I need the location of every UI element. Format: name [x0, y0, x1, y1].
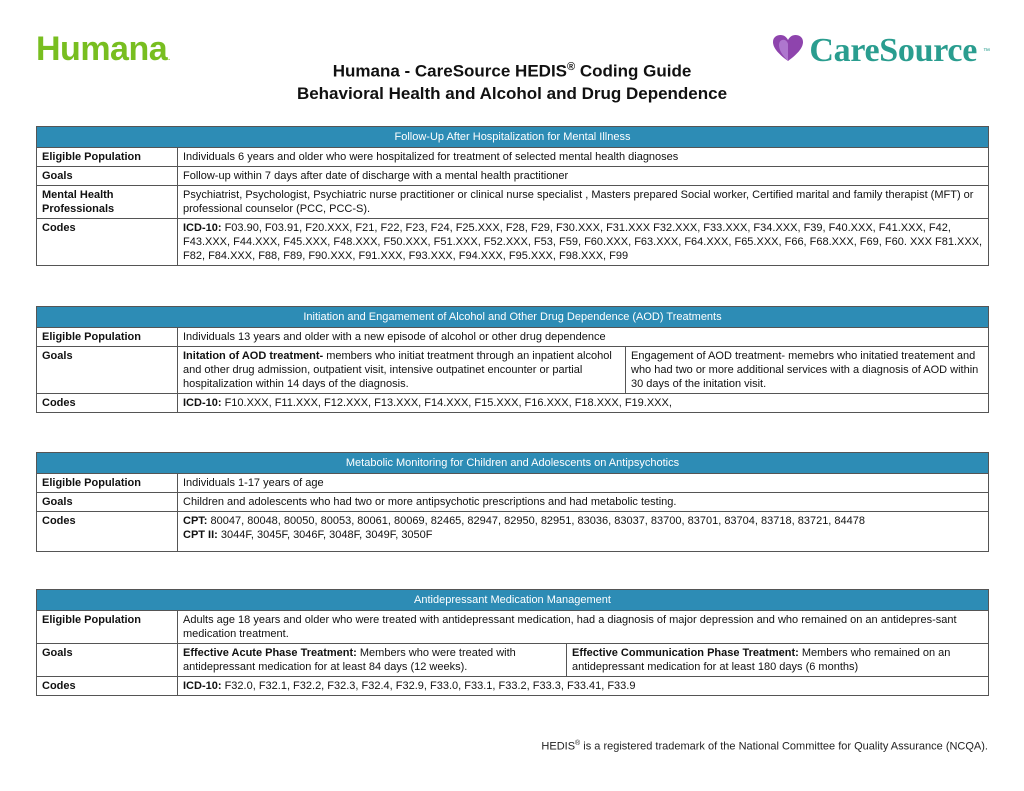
goal-continuation-title: Effective Communication Phase Treatment:	[572, 647, 799, 659]
eligible-population-label: Eligible Population	[37, 474, 178, 493]
table-row	[37, 167, 989, 186]
footer-text: is a registered trademark of the National Committee for Quality Assurance (NCQA).	[580, 740, 988, 753]
goals-label: Goals	[37, 644, 178, 677]
title-line	[0, 56, 1024, 83]
codes-value	[178, 677, 989, 696]
codes-list: F03.90, F03.91, F20.XXX, F21, F22, F23, F24, F25.XXX, F28, F29, F30.XXX, F31.XXX F32.XXX, F33.XXX, F34.XXX, F39, F40.XXX, F41.XXX, F42, F43.XXX, F44.XXX, F45.XXX, F48.XXX, F50.XXX, F51.XXX, F52.XXX, F53, F59, F60.XXX, F63.XXX, F64.XXX, F65.XXX, F66, F68.XXX, F69, F60. XXX F81.XXX, F82, F84.XXX, F88, F89, F90.XXX, F91.XXX, F93.XXX, F94.XXX, F95.XXX, F98.XXX, F99	[183, 222, 983, 262]
goals-label: Goals	[37, 167, 178, 186]
goal-initiation	[178, 347, 626, 394]
table-row	[37, 611, 989, 644]
footer-registered-mark: ®	[575, 740, 581, 747]
page-title	[0, 56, 1024, 105]
cpt2-list: 3044F, 3045F, 3046F, 3048F, 3049F, 3050F	[217, 529, 433, 541]
table-row	[37, 186, 989, 219]
fuh-table-title: Follow-Up After Hospitalization for Mental Illness	[37, 127, 989, 148]
codes-label: Codes	[37, 219, 178, 266]
codes-value	[178, 394, 989, 413]
codes-value	[178, 512, 989, 552]
table-row	[37, 347, 989, 394]
codes-value	[178, 219, 989, 266]
codes-list: F10.XXX, F11.XXX, F12.XXX, F13.XXX, F14.XXX, F15.XXX, F16.XXX, F18.XXX, F19.XXX,	[221, 397, 672, 409]
footer-hedis: HEDIS	[541, 740, 576, 753]
table-row	[37, 394, 989, 413]
table-row	[37, 328, 989, 347]
goal-acute-text: Members who were treated with antidepressant medication for at least 84 days (12 weeks).	[183, 647, 516, 673]
eligible-population-value: Individuals 1-17 years of age	[178, 474, 989, 493]
goal-acute	[178, 644, 567, 677]
eligible-population-label: Eligible Population	[37, 148, 178, 167]
codes-label: Codes	[37, 677, 178, 696]
table-row	[37, 644, 989, 677]
goal-acute-title: Effective Acute Phase Treatment:	[183, 647, 357, 659]
codes-prefix: ICD-10:	[183, 680, 222, 692]
goal-continuation	[567, 644, 989, 677]
cpt2-codes	[183, 528, 983, 542]
humana-logo-tm: .	[168, 55, 170, 62]
goal-initiation-title: Initation of AOD treatment-	[183, 350, 324, 362]
professionals-label: Mental Health Professionals	[37, 186, 178, 219]
cpt-codes	[183, 514, 983, 528]
goals-label: Goals	[37, 493, 178, 512]
table-row	[37, 474, 989, 493]
fuh-table	[36, 126, 989, 266]
page-subtitle: Behavioral Health and Alcohol and Drug Dependence	[296, 83, 728, 103]
eligible-population-value: Individuals 6 years and older who were hospitalized for treatment of selected mental health diagnoses	[178, 148, 989, 167]
goals-value: Follow-up within 7 days after date of discharge with a mental health practitioner	[178, 167, 989, 186]
table-row	[37, 493, 989, 512]
humana-logo-text: Humana	[36, 30, 168, 68]
goal-continuation-text: Members who remained on an antidepressant medication for at least 180 days (6 months)	[572, 647, 951, 673]
goals-value: Children and adolescents who had two or more antipsychotic prescriptions and had metabolic testing.	[178, 493, 989, 512]
footer-trademark	[541, 740, 988, 753]
title-main: Humana - CareSource HEDIS	[332, 61, 568, 81]
codes-prefix: ICD-10:	[183, 222, 222, 234]
codes-label: Codes	[37, 512, 178, 552]
amm-table-title: Antidepressant Medication Management	[37, 590, 989, 611]
apm-table-title: Metabolic Monitoring for Children and Adolescents on Antipsychotics	[37, 453, 989, 474]
cpt2-prefix: CPT II:	[183, 529, 218, 541]
title-rest: Coding Guide	[575, 61, 692, 81]
codes-label: Codes	[37, 394, 178, 413]
title-registered-mark: ®	[567, 61, 576, 73]
aod-table	[36, 306, 989, 413]
caresource-logo-tm: ™	[983, 47, 990, 55]
table-row	[37, 148, 989, 167]
goals-label: Goals	[37, 347, 178, 394]
apm-table	[36, 452, 989, 552]
eligible-population-value: Adults age 18 years and older who were treated with antidepressant medication, had a diagnosis of major depression and who remained on an antidepres-sant medication treatment.	[178, 611, 989, 644]
goal-engagement: Engagement of AOD treatment- memebrs who initatied treatement and who had two or more additional services with a diagnosis of AOD within 30 days of the initation visit.	[626, 347, 989, 394]
table-row	[37, 219, 989, 266]
table-row	[37, 677, 989, 696]
eligible-population-value: Individuals 13 years and older with a new episode of alcohol or other drug dependence	[178, 328, 989, 347]
table-row	[37, 512, 989, 552]
goal-initiation-text: members who initiat treatment through an inpatient alcohol and other drug admission, outpatient visit, intensive outpatinet encounter or partial hospitalization within 14 days of the diagnosis.	[183, 350, 612, 390]
caresource-logo-text: CareSource	[809, 32, 977, 69]
amm-table	[36, 589, 989, 696]
eligible-population-label: Eligible Population	[37, 611, 178, 644]
professionals-value: Psychiatrist, Psychologist, Psychiatric nurse practitioner or clinical nurse specialist , Masters prepared Social worker, Certified marital and family therapist (MFT) or professional counselor (PCC, PCC-S).	[178, 186, 989, 219]
cpt-prefix: CPT:	[183, 515, 208, 527]
aod-table-title: Initiation and Engamement of Alcohol and Other Drug Dependence (AOD) Treatments	[37, 307, 989, 328]
codes-list: F32.0, F32.1, F32.2, F32.3, F32.4, F32.9, F33.0, F33.1, F33.2, F33.3, F33.41, F33.9	[221, 680, 636, 692]
codes-prefix: ICD-10:	[183, 397, 222, 409]
cpt-list: 80047, 80048, 80050, 80053, 80061, 80069, 82465, 82947, 82950, 82951, 83036, 83037, 83700, 83701, 83704, 83718, 83721, 84478	[207, 515, 866, 527]
eligible-population-label: Eligible Population	[37, 328, 178, 347]
